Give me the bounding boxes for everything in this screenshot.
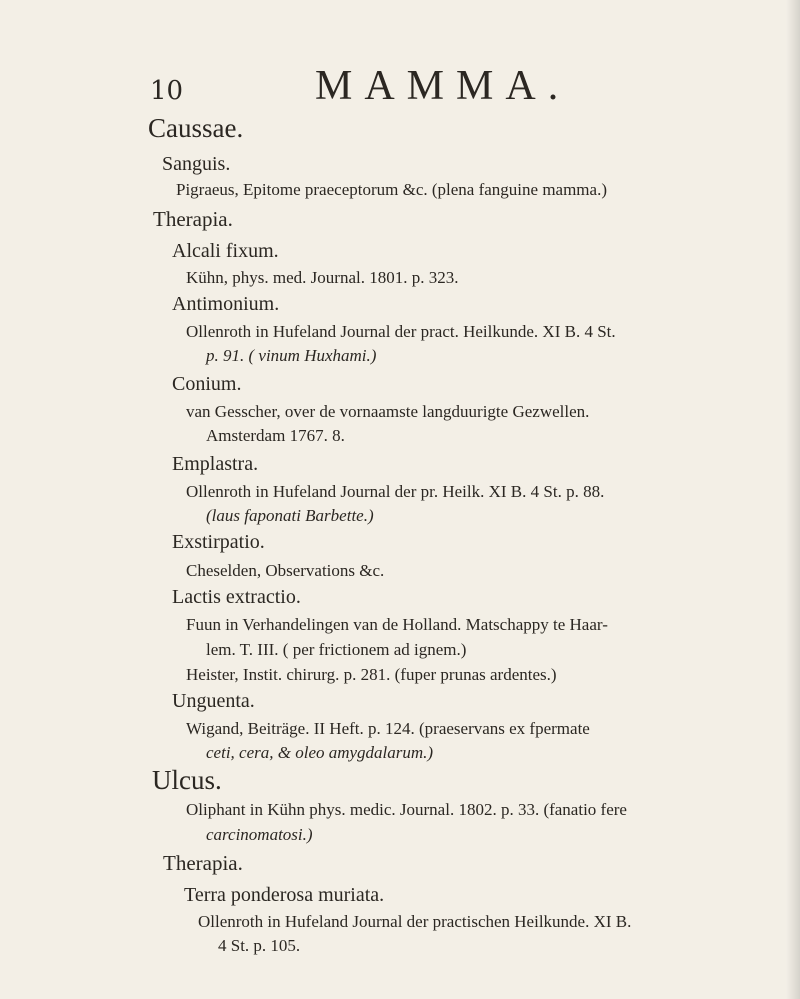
reference-line: carcinomatosi.) [206, 825, 313, 844]
subheading-terra-ponderosa: Terra ponderosa muriata. [184, 884, 385, 906]
reference-line: van Gesscher, over de vornaamste langduurigte Gezwellen. [186, 402, 590, 421]
section-heading-therapia: Therapia. [163, 851, 243, 875]
reference-line: Ollenroth in Hufeland Journal der pr. Heilk. XI B. 4 St. p. 88. [186, 482, 605, 501]
reference-line: Wigand, Beiträge. II Heft. p. 124. (praeservans ex fpermate [186, 719, 590, 738]
reference-line: Fuun in Verhandelingen van de Holland. Matschappy te Haar- [186, 615, 608, 634]
page-edge-shadow [786, 0, 800, 999]
reference-line: p. 91. ( vinum Huxhami.) [206, 346, 377, 365]
subheading-lactis-extractio: Lactis extractio. [172, 586, 301, 608]
reference-line: Oliphant in Kühn phys. medic. Journal. 1802. p. 33. (fanatio fere [186, 800, 627, 819]
subheading-conium: Conium. [172, 373, 242, 395]
subheading-sanguis: Sanguis. [162, 153, 231, 175]
reference-line: Amsterdam 1767. 8. [206, 426, 345, 445]
reference-line: Pigraeus, Epitome praeceptorum &c. (plena fanguine mamma.) [176, 180, 607, 199]
running-title: MAMMA. [315, 63, 571, 109]
page-number: 10 [150, 76, 184, 106]
reference-line: Ollenroth in Hufeland Journal der practischen Heilkunde. XI B. [198, 912, 632, 931]
page-header [0, 62, 800, 112]
subheading-alcali-fixum: Alcali fixum. [172, 240, 279, 262]
section-heading-caussae: Caussae. [148, 113, 244, 143]
reference-line: Heister, Instit. chirurg. p. 281. (fuper prunas ardentes.) [186, 665, 557, 684]
section-heading-therapia: Therapia. [153, 207, 233, 231]
reference-line: (laus faponati Barbette.) [206, 506, 374, 525]
reference-line: lem. T. III. ( per frictionem ad ignem.) [206, 640, 467, 659]
subheading-unguenta: Unguenta. [172, 690, 255, 712]
subheading-emplastra: Emplastra. [172, 453, 259, 475]
reference-line: 4 St. p. 105. [218, 936, 301, 955]
subheading-exstirpatio: Exstirpatio. [172, 531, 265, 553]
reference-line: ceti, cera, & oleo amygdalarum.) [206, 743, 434, 762]
section-heading-ulcus: Ulcus. [152, 765, 222, 795]
reference-line: Kühn, phys. med. Journal. 1801. p. 323. [186, 268, 459, 287]
reference-line: Ollenroth in Hufeland Journal der pract. Heilkunde. XI B. 4 St. [186, 322, 616, 341]
reference-line: Cheselden, Observations &c. [186, 561, 385, 580]
subheading-antimonium: Antimonium. [172, 293, 280, 315]
